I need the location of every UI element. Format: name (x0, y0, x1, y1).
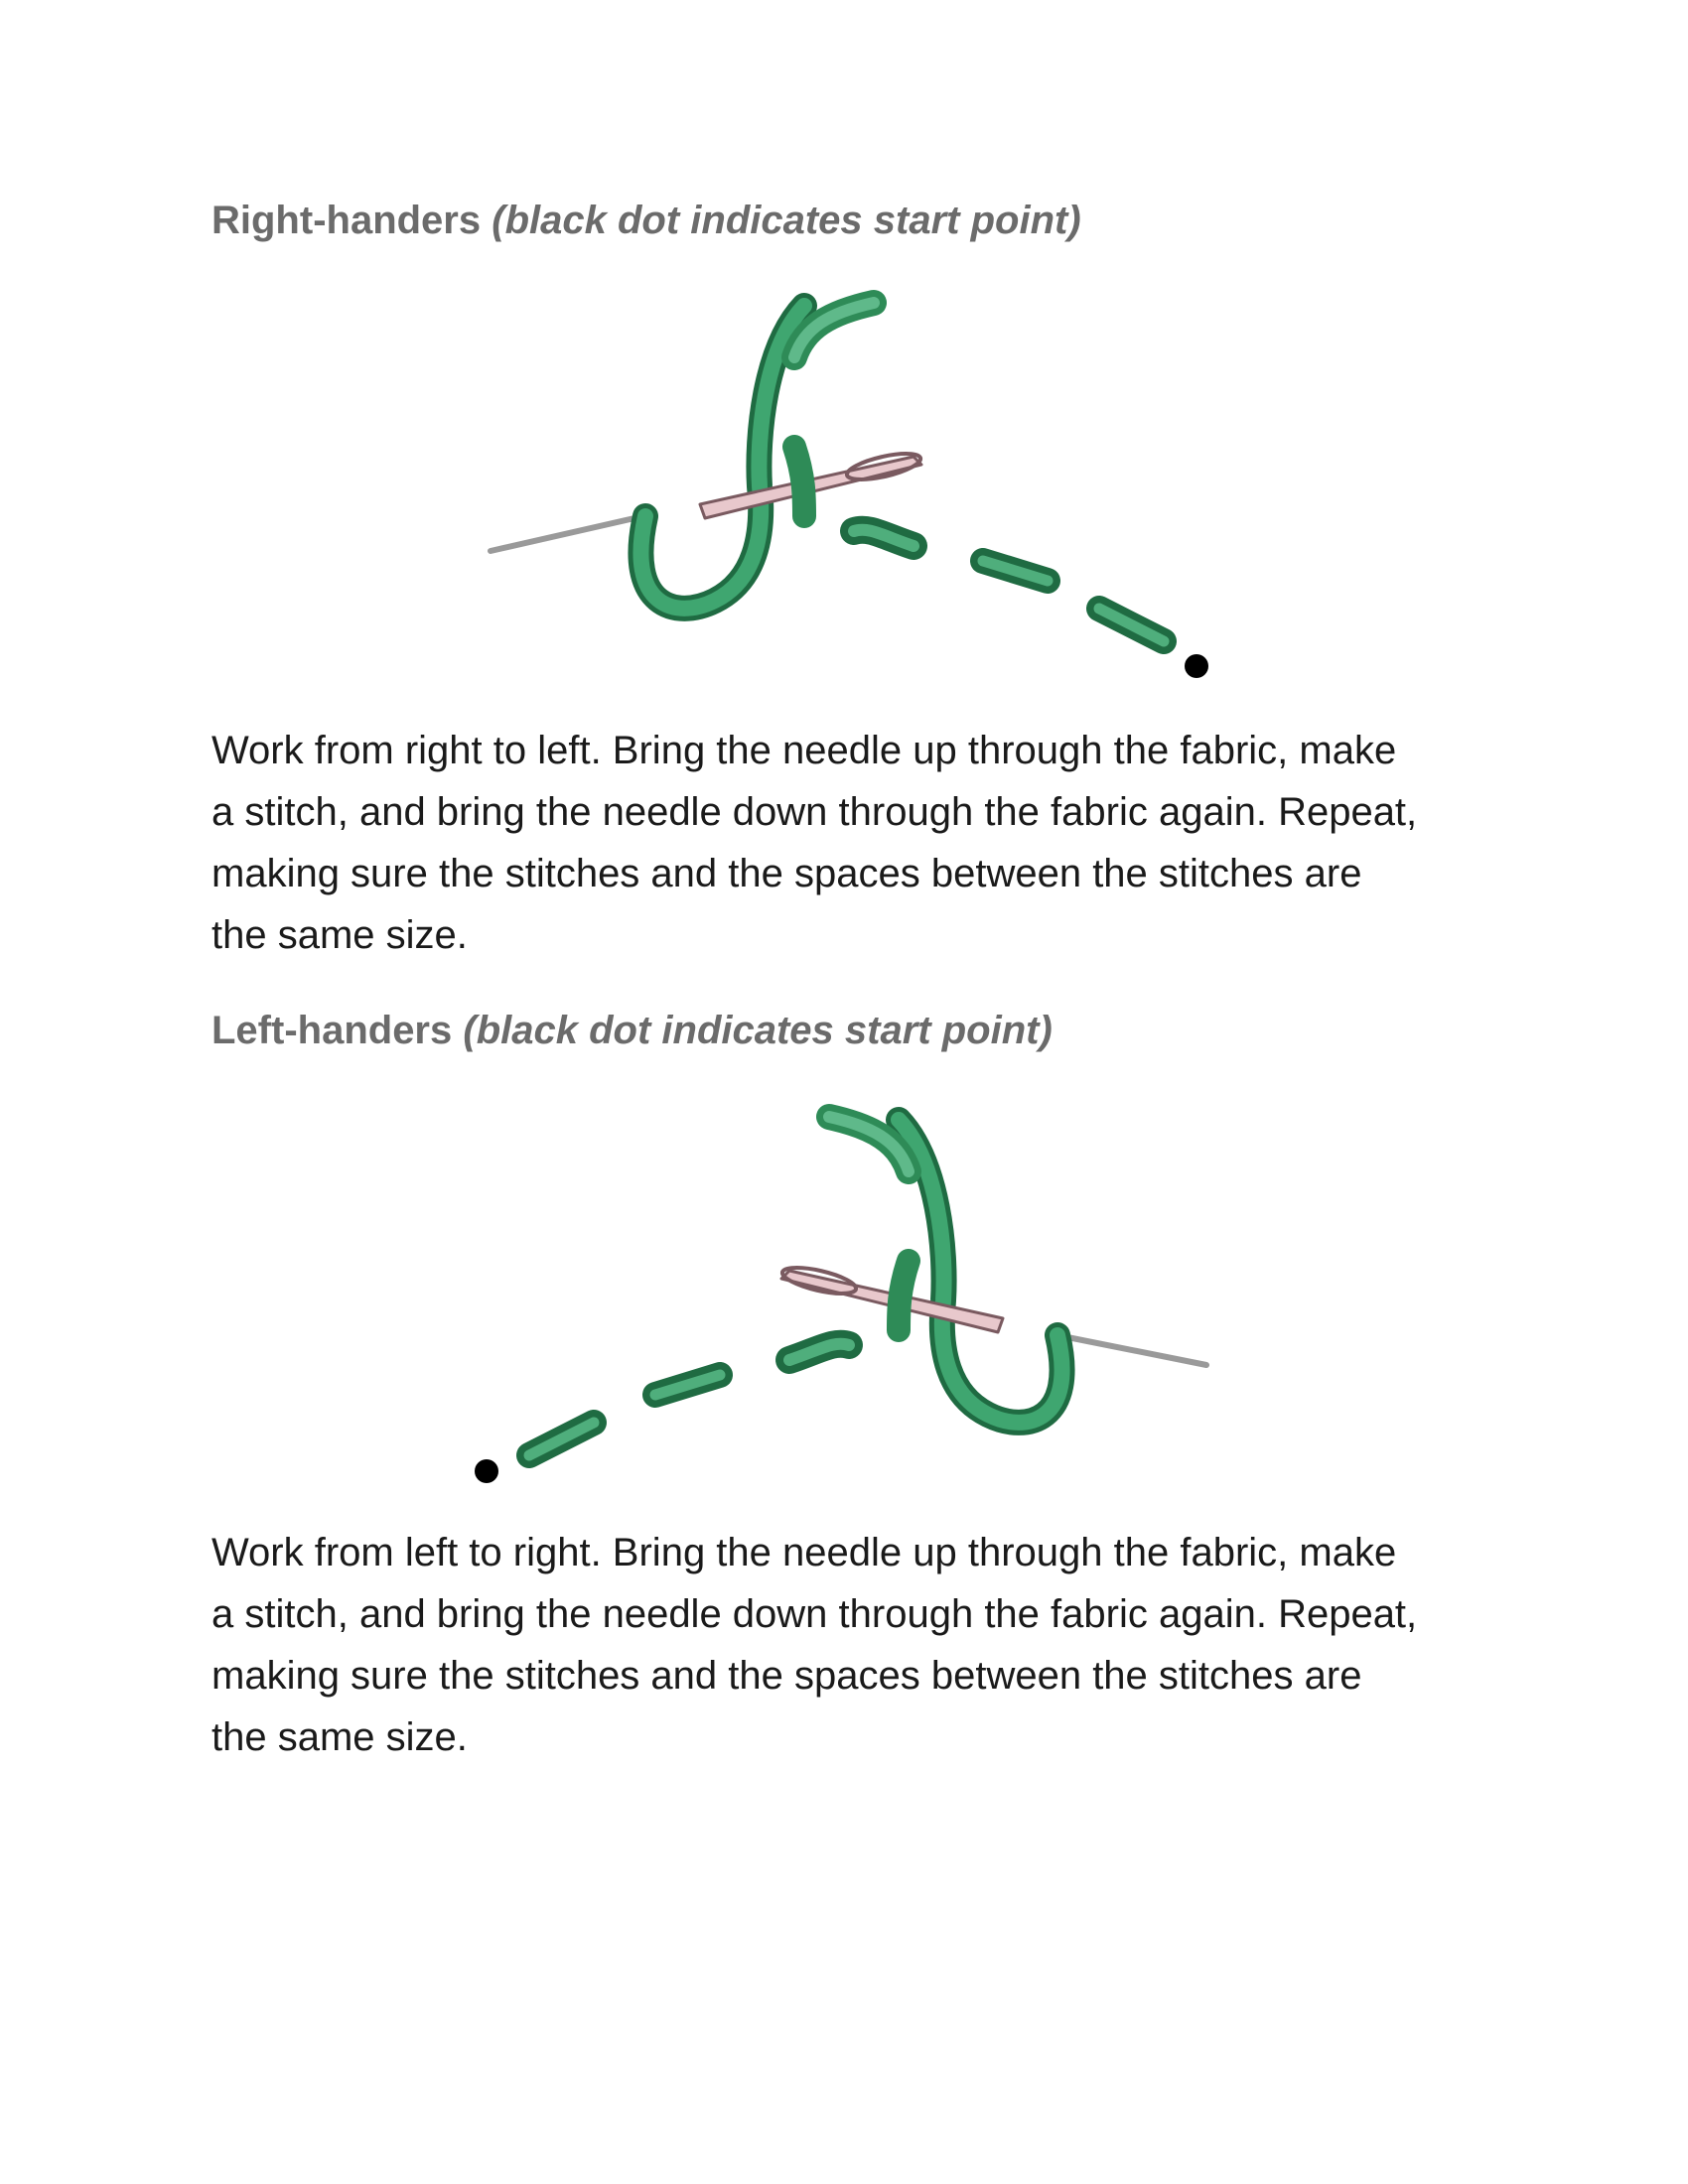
instruction-line: making sure the stitches and the spaces between the stitches are (211, 1654, 1362, 1698)
instruction-line: Work from left to right. Bring the needle up through the fabric, make (211, 1531, 1397, 1574)
start-point-dot-icon (1185, 654, 1208, 678)
instruction-line: the same size. (211, 1715, 468, 1759)
heading-lead: Right-handers (211, 199, 482, 242)
thread-tail-icon (491, 516, 643, 551)
instruction-line: the same size. (211, 913, 468, 957)
right-handers-heading (211, 197, 1081, 244)
instruction-line: making sure the stitches and the spaces between the stitches are (211, 852, 1362, 895)
running-stitch-left-handed-illustration (467, 1102, 1221, 1499)
instruction-line: a stitch, and bring the needle down through the fabric again. Repeat, (211, 790, 1418, 834)
running-stitch-right-handed-illustration (477, 288, 1231, 685)
heading-lead: Left-handers (211, 1009, 453, 1052)
instruction-line: a stitch, and bring the needle down through the fabric again. Repeat, (211, 1592, 1418, 1636)
heading-note: (black dot indicates start point) (492, 199, 1081, 242)
right-handers-instructions (211, 720, 1502, 966)
left-handers-heading (211, 1007, 1053, 1054)
left-handers-instructions (211, 1522, 1502, 1768)
heading-note: (black dot indicates start point) (463, 1009, 1053, 1052)
instruction-line: Work from right to left. Bring the needle up through the fabric, make (211, 729, 1397, 772)
thread-tail-icon (1057, 1335, 1206, 1365)
start-point-dot-icon (475, 1459, 498, 1483)
